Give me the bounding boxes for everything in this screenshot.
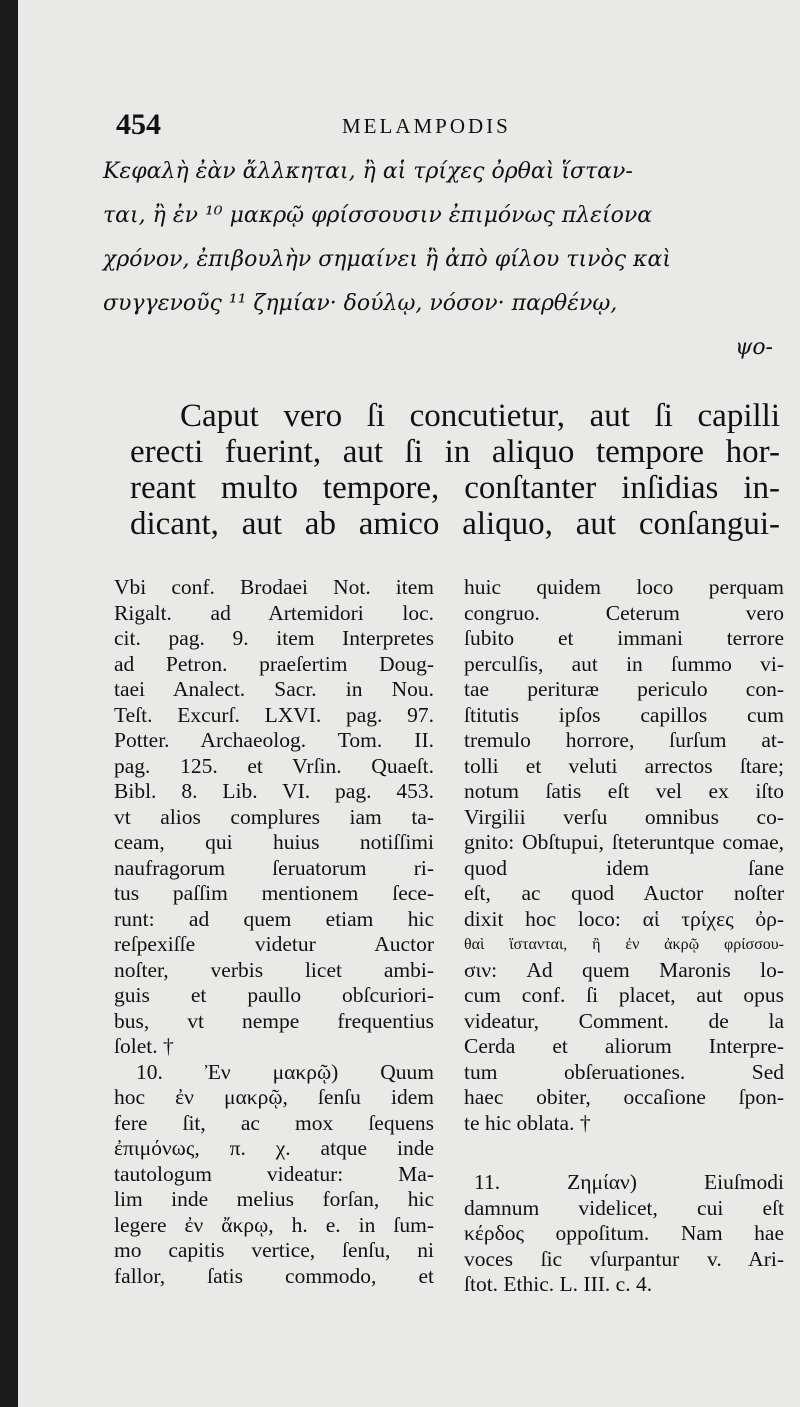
note-line: ſolet. † (114, 1034, 174, 1058)
note-line: ceam, qui huius notiſſimi (114, 830, 434, 854)
note-line: pag. 125. et Vrſin. Quaeſt. (114, 753, 434, 778)
note-line: noſter, verbis licet ambi- (114, 957, 434, 982)
greek-line: συγγενοῦς ¹¹ ζημίαν· δούλῳ, νόσον· παρθένῳ, (103, 291, 618, 316)
note-line: Potter. Archaeolog. Tom. II. (114, 728, 434, 752)
book-page (18, 0, 800, 1407)
note-gap (464, 1136, 784, 1170)
note-line: dixit hoc loco: αἱ τρίχες ὀρ- (464, 906, 784, 931)
note-line: cit. pag. 9. item Interpretes (114, 626, 434, 650)
note-line: Vbi conf. Brodaei Not. item (114, 575, 434, 599)
note-line: Virgilii verſu omnibus co- (464, 804, 784, 829)
note-line: ſubito et immani terrore (464, 626, 784, 650)
note-line: ἐπιμόνως, π. χ. atque inde (114, 1136, 434, 1160)
note-line: fere ſit, ac mox ſequens (114, 1110, 434, 1135)
footnote-11-start: 11. Ζημίαν) Eiuſmodi (474, 1170, 784, 1194)
note-line: tautologum videatur: Ma- (114, 1161, 434, 1186)
note-line: Cerda et aliorum Interpre- (464, 1034, 784, 1058)
note-line: κέρδος oppoſitum. Nam hae (464, 1221, 784, 1245)
note-line: guis et paullo obſcuriori- (114, 983, 434, 1007)
running-head: MELAMPODIS (342, 114, 511, 138)
note-line: hoc ἐν μακρῷ, ſenſu idem (114, 1085, 434, 1109)
note-line: fallor, ſatis commodo, et (114, 1263, 434, 1288)
footnotes (114, 575, 784, 1335)
note-line: congruo. Ceterum vero (464, 600, 784, 625)
note-line: Bibl. 8. Lib. VI. pag. 453. (114, 779, 434, 803)
note-line: voces ſic vſurpantur v. Ari- (464, 1246, 784, 1271)
note-line: tae perituræ periculo con- (464, 677, 784, 701)
note-line: tolli et veluti arrectos ſtare; (464, 753, 784, 778)
note-line: Rigalt. ad Artemidori loc. (114, 600, 434, 625)
note-line: gnito: Obſtupui, ſteteruntque comae, quod idem ſane (464, 830, 784, 880)
note-line: reſpexiſſe videtur Auctor (114, 932, 434, 956)
note-line: ſtot. Ethic. L. III. c. 4. (464, 1272, 653, 1296)
footnote-10-start: 10. Ἐν μακρῷ) Quum (136, 1059, 434, 1084)
greek-line: ται, ἢ ἐν ¹⁰ μακρῷ φρίσσουσιν ἐπιμόνως πλείονα (103, 203, 653, 228)
note-line: σιν: Ad quem Maronis lo- (464, 957, 784, 982)
note-line: tum obſeruationes. Sed (464, 1059, 784, 1084)
latin-translation-block (130, 398, 780, 542)
note-line: Teſt. Excurſ. LXVI. pag. 97. (114, 702, 434, 727)
note-line: ad Petron. praeſertim Doug- (114, 651, 434, 676)
greek-line: ψο- (735, 335, 773, 360)
note-line: haec obiter, occaſione ſpon- (464, 1085, 784, 1109)
note-line: te hic oblata. † (464, 1110, 591, 1135)
note-line: perculſis, aut in ſummo vi- (464, 651, 784, 676)
note-line: eſt, ac quod Auctor noſter (464, 881, 784, 905)
note-line: legere ἐν ἄκρῳ, h. e. in ſum- (114, 1212, 434, 1237)
note-line: tremulo horrore, ſurſum at- (464, 728, 784, 752)
latin-line: erecti fuerint, aut ſi in aliquo tempore hor- (130, 434, 780, 470)
note-line: ſtitutis ipſos capillos cum (464, 702, 784, 727)
note-line: runt: ad quem etiam hic (114, 906, 434, 931)
note-line: θαὶ ἵστανται, ἢ ἐν ἀκρῷ φρίσσου- (464, 936, 784, 953)
note-line: videatur, Comment. de la (464, 1008, 784, 1033)
note-line: lim inde melius forſan, hic (114, 1187, 434, 1211)
latin-line: dicant, aut ab amico aliquo, aut conſangui- (130, 506, 780, 542)
page-header (116, 108, 756, 148)
greek-line: Κεφαλὴ ἐὰν ἄλλκηται, ἢ αἱ τρίχες ὀρθαὶ ἵσταν- (103, 159, 633, 184)
note-line: tus paſſim mentionem ſece- (114, 881, 434, 905)
latin-line: Caput vero ſi concutietur, aut ſi capilli (180, 398, 780, 434)
note-line: mo capitis vertice, ſenſu, ni (114, 1238, 434, 1262)
greek-line: χρόνον, ἐπιβουλὴν σημαίνει ἢ ἀπὸ φίλου τινὸς καὶ (103, 247, 671, 272)
footnotes-right-column (464, 575, 784, 1298)
note-line: damnum videlicet, cui eſt (464, 1195, 784, 1220)
footnotes-left-column (114, 575, 434, 1289)
page-number: 454 (116, 108, 161, 141)
note-line: bus, vt nempe frequentius (114, 1008, 434, 1033)
note-line: taei Analect. Sacr. in Nou. (114, 677, 434, 701)
note-line: huic quidem loco perquam (464, 575, 784, 599)
note-line: vt alios complures iam ta- (114, 804, 434, 829)
greek-text-block (103, 150, 773, 370)
note-line: naufragorum ſeruatorum ri- (114, 855, 434, 880)
latin-line: reant multo tempore, conſtanter inſidias in- (130, 470, 780, 506)
note-line: cum conf. ſi placet, aut opus (464, 983, 784, 1007)
note-line: notum ſatis eſt vel ex iſto (464, 779, 784, 803)
